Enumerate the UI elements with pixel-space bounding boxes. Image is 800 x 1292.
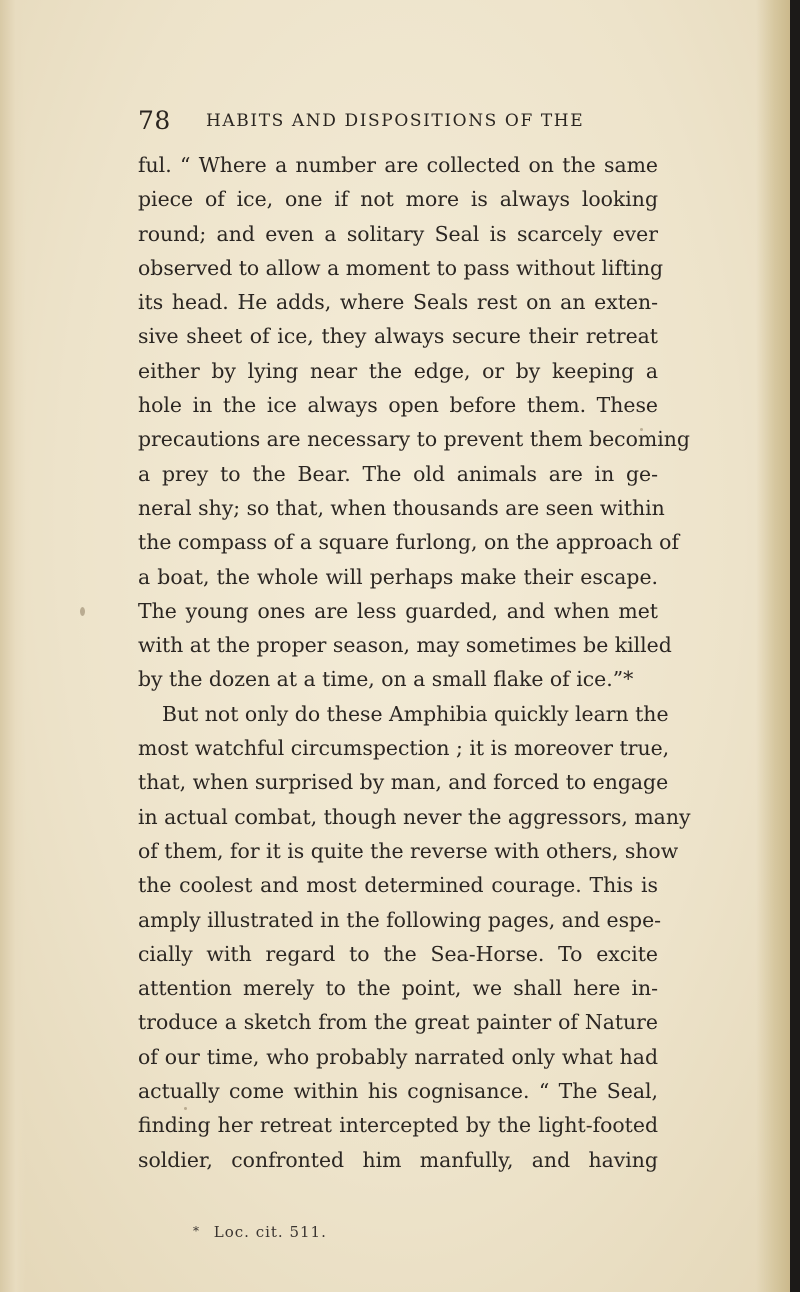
book-spine-edge <box>790 0 800 1292</box>
text-line: round; and even a solitary Seal is scarcely ever <box>138 221 658 246</box>
text-line: the compass of a square furlong, on the approach of <box>138 530 680 555</box>
text-line: soldier, confronted him manfully, and having <box>138 1147 658 1172</box>
text-line: in actual combat, though never the aggressors, many <box>138 804 691 829</box>
text-line: amply illustrated in the following pages, and espe- <box>138 907 662 932</box>
text-line: hole in the ice always open before them. These <box>138 393 658 418</box>
text-line: ful. “ Where a number are collected on the same <box>138 153 658 177</box>
text-line: the coolest and most determined courage. This is <box>138 873 658 898</box>
footnote-text: Loc. cit. 511. <box>213 1223 327 1241</box>
text-line: a boat, the whole will perhaps make their escape. <box>138 564 658 589</box>
text-line: finding her retreat intercepted by the light-footed <box>138 1113 658 1138</box>
page-edge-shading <box>756 0 790 1292</box>
paper-speck <box>80 607 85 616</box>
text-line: troduce a sketch from the great painter of Nature <box>138 1010 658 1035</box>
text-line: precautions are necessary to prevent them becoming <box>138 427 690 452</box>
text-line: actually come within his cognisance. “ The Seal, <box>138 1079 658 1104</box>
running-head <box>138 106 658 138</box>
text-line: that, when surprised by man, and forced to engage <box>138 770 669 795</box>
text-line: sive sheet of ice, they always secure their retreat <box>138 324 658 349</box>
text-line: cially with regard to the Sea-Horse. To excite <box>138 941 658 966</box>
page-gutter-shadow <box>0 0 26 1292</box>
text-line: by the dozen at a time, on a small flake of ice.”* <box>138 667 634 692</box>
text-line: most watchful circumspection ; it is moreover true, <box>138 736 670 761</box>
text-line: of them, for it is quite the reverse with others, show <box>138 838 679 863</box>
text-line: observed to allow a moment to pass without lifting <box>138 255 663 280</box>
text-line: The young ones are less guarded, and when met <box>138 598 658 623</box>
page-number: 78 <box>138 106 171 135</box>
body-text <box>138 148 691 1177</box>
footnote-marker: * <box>193 1224 200 1238</box>
text-line: of our time, who probably narrated only what had <box>138 1044 658 1069</box>
text-line: But not only do these Amphibia quickly learn the <box>162 701 669 726</box>
running-title: HABITS AND DISPOSITIONS OF THE <box>206 111 585 131</box>
text-line: its head. He adds, where Seals rest on an exten- <box>138 290 658 315</box>
text-line: either by lying near the edge, or by keeping a <box>138 358 658 383</box>
footnote <box>193 1223 327 1241</box>
text-line: piece of ice, one if not more is always looking <box>138 187 658 212</box>
text-line: with at the proper season, may sometimes be killed <box>138 633 672 658</box>
text-line: attention merely to the point, we shall here in- <box>138 976 658 1001</box>
text-line: a prey to the Bear. The old animals are in ge- <box>138 461 658 486</box>
text-line: neral shy; so that, when thousands are seen within <box>138 495 665 520</box>
